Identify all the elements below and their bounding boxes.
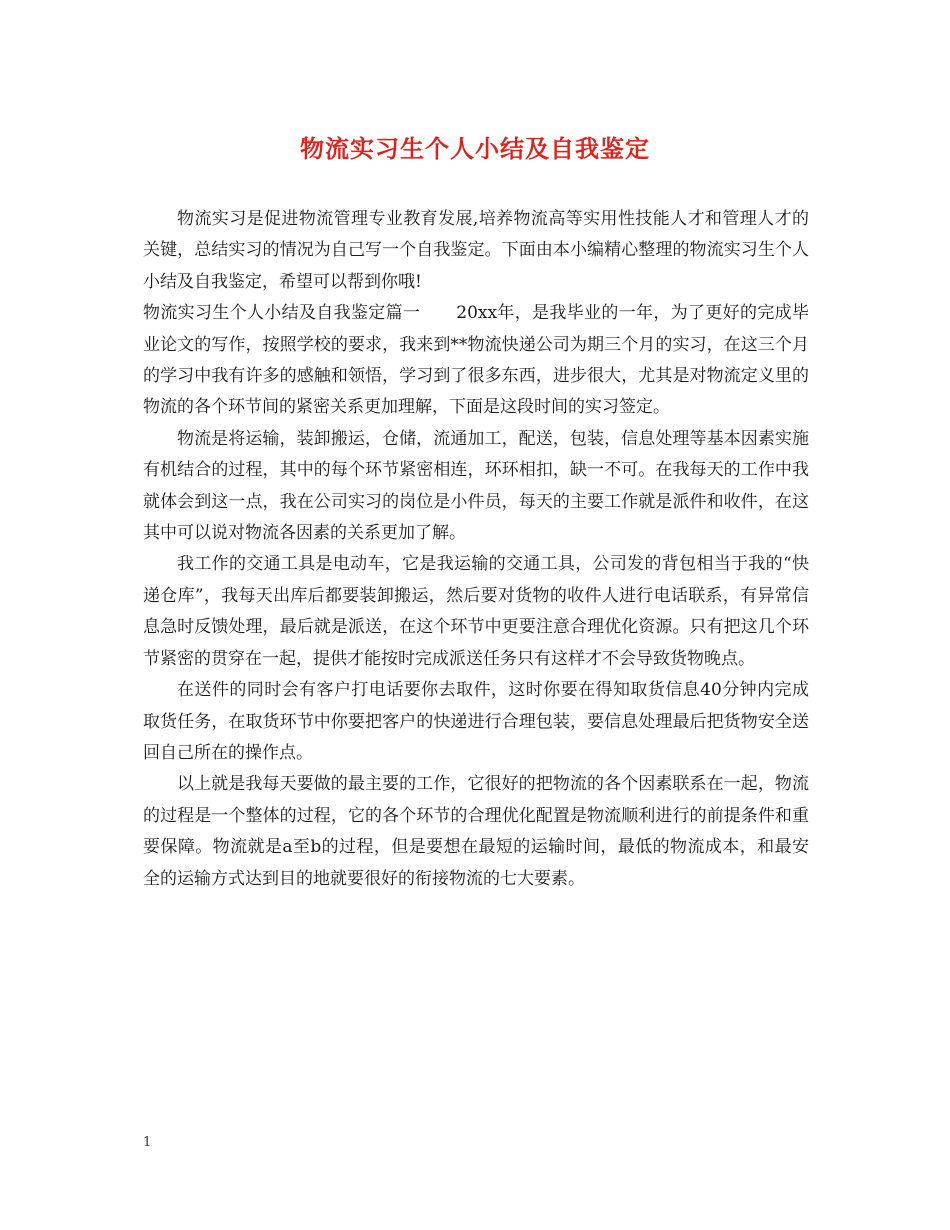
intro-paragraph: 物流实习是促进物流管理专业教育发展,培养物流高等实用性技能人才和管理人才的关键，总结实习的情况为自己写一个自我鉴定。下面由本小编精心整理的物流实习生个人小结及自我鉴定，希望可以帮到你哦!	[143, 209, 809, 292]
body-paragraph-2: 我工作的交通工具是电动车，它是我运输的交通工具，公司发的背包相当于我的“快递仓库”，我每天出库后都要装卸搬运，然后要对货物的收件人进行电话联系，有异常信息急时反馈处理，最后就是派送，在这个环节中更要注意合理优化资源。只有把这几个环节紧密的贯穿在一起，提供才能按时完成派送任务只有这样才不会导致货物晚点。	[143, 554, 809, 669]
section-heading: 物流实习生个人小结及自我鉴定篇一	[143, 303, 421, 324]
page-number: 1	[143, 1135, 152, 1150]
body-paragraph-1: 物流是将运输，装卸搬运，仓储，流通加工，配送，包装，信息处理等基本因素实施有机结合的过程，其中的每个环节紧密相连，环环相扣，缺一不可。在我每天的工作中我就体会到这一点，我在公司实习的岗位是小件员，每天的主要工作就是派件和收件，在这其中可以说对物流各因素的关系更加了解。	[143, 428, 809, 544]
document-body	[143, 204, 809, 895]
body-paragraph-4: 以上就是我每天要做的最主要的工作，它很好的把物流的各个因素联系在一起，物流的过程是一个整体的过程，它的各个环节的合理优化配置是物流顺利进行的前提条件和重要保障。物流就是a至b的过程，但是要想在最短的运输时间，最低的物流成本，和最安全的运输方式达到目的地就要很好的衔接物流的七大要素。	[143, 774, 809, 889]
document-title: 物流实习生个人小结及自我鉴定	[300, 134, 650, 163]
section-first-paragraph: 20xx年，是我毕业的一年，为了更好的完成毕业论文的写作，按照学校的要求，我来到**物流快递公司为期三个月的实习，在这三个月的学习中我有许多的感触和领悟，学习到了很多东西，进步很大，尤其是对物流定义里的物流的各个环节间的紧密关系更加理解，下面是这段时间的实习签定。	[143, 303, 809, 418]
body-paragraph-3: 在送件的同时会有客户打电话要你去取件，这时你要在得知取货信息40分钟内完成取货任务，在取货环节中你要把客户的快递进行合理包装，要信息处理最后把货物安全送回自己所在的操作点。	[143, 680, 809, 763]
section-paragraph	[143, 298, 809, 424]
